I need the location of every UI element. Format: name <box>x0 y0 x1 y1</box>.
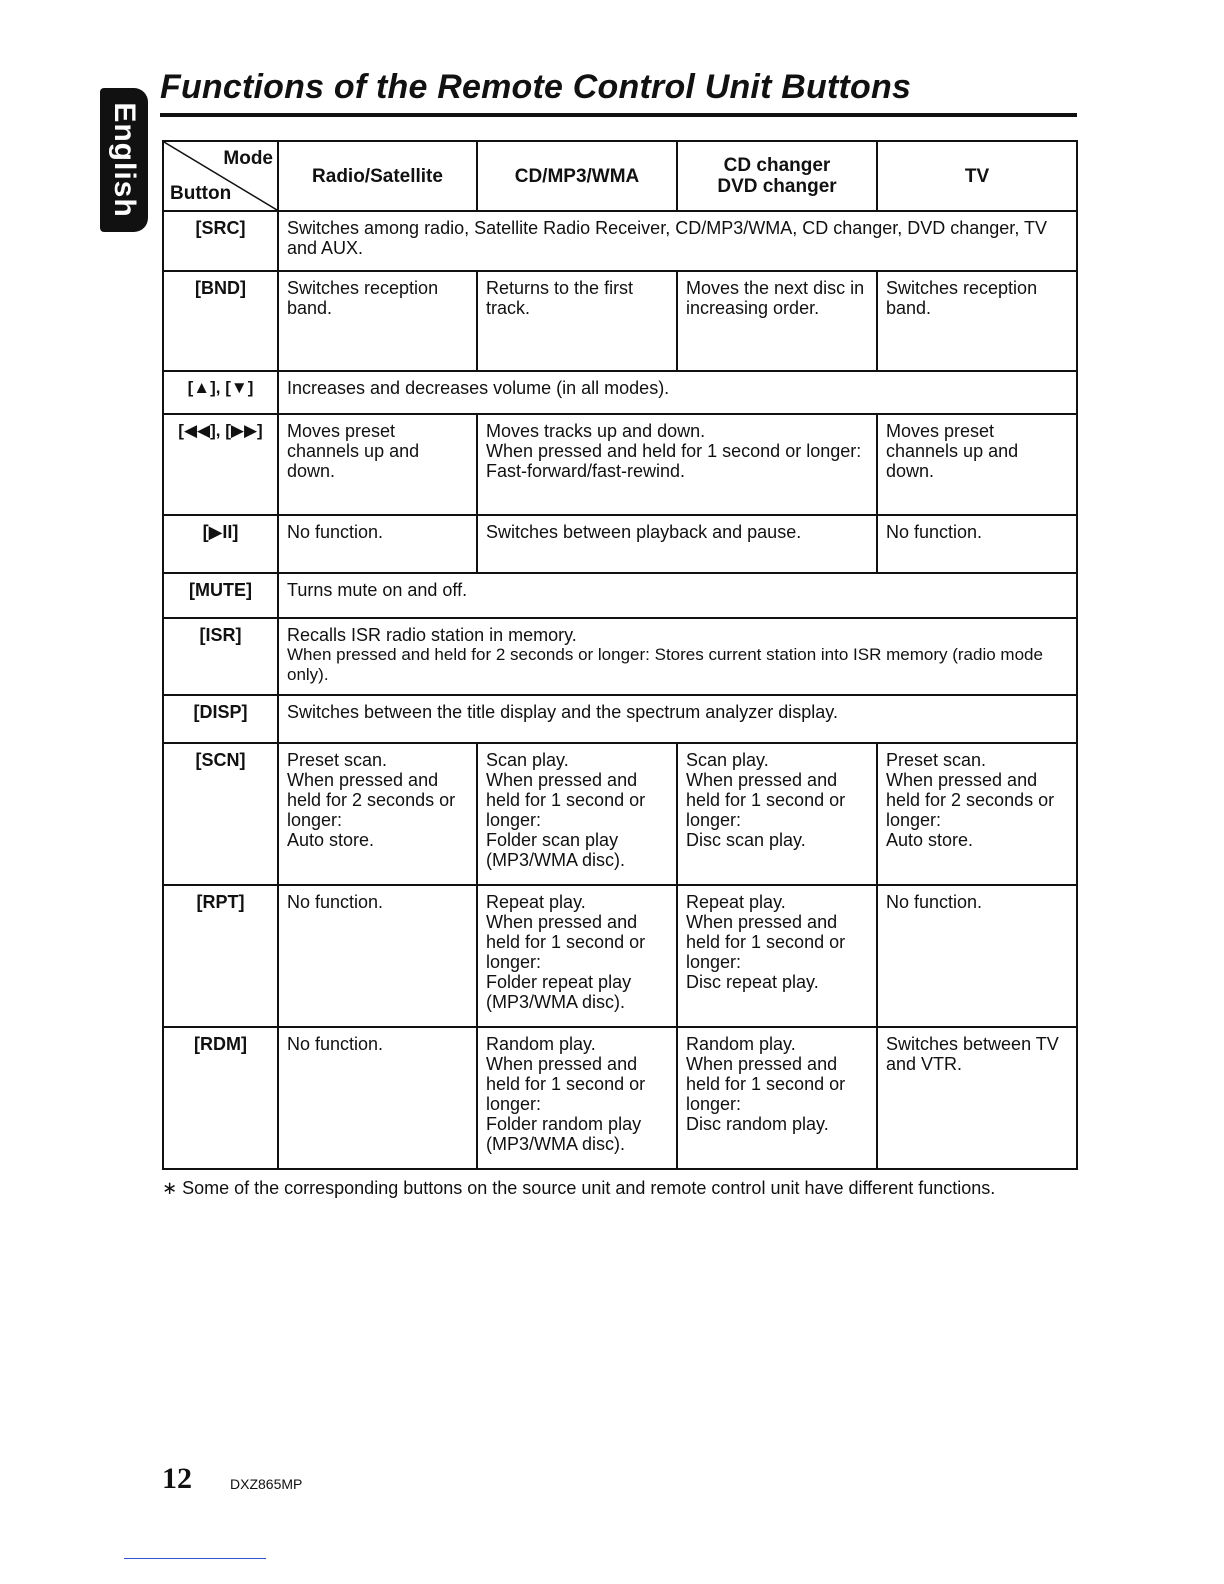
isr-line-2: When pressed and held for 2 seconds or longer: Stores current station into ISR memory (radio mode only). <box>287 645 1043 684</box>
vol-all: Increases and decreases volume (in all modes). <box>278 371 1077 414</box>
skip-cd-changer: Moves tracks up and down. When pressed and held for 1 second or longer: Fast-forward/fast-rewind. <box>477 414 877 515</box>
scn-tv: Preset scan. When pressed and held for 2 seconds or longer: Auto store. <box>877 743 1077 885</box>
skip-tv: Moves preset channels up and down. <box>877 414 1077 515</box>
language-tab <box>100 88 148 232</box>
header-radio: Radio/Satellite <box>278 141 477 211</box>
scn-changer: Scan play. When pressed and held for 1 second or longer: Disc scan play. <box>677 743 877 885</box>
functions-table <box>162 140 1078 1170</box>
button-volume: [▲], [▼] <box>163 371 278 414</box>
rpt-radio: No function. <box>278 885 477 1027</box>
table-row <box>163 618 1077 695</box>
mute-all: Turns mute on and off. <box>278 573 1077 618</box>
table-row <box>163 414 1077 515</box>
rdm-cd: Random play. When pressed and held for 1 second or longer: Folder random play (MP3/WMA disc). <box>477 1027 677 1169</box>
bnd-changer: Moves the next disc in increasing order. <box>677 271 877 371</box>
page-title: Functions of the Remote Control Unit Buttons <box>160 68 912 106</box>
button-play-pause: [▶II] <box>163 515 278 573</box>
corner-button-label: Button <box>170 183 232 204</box>
button-mute: [MUTE] <box>163 573 278 618</box>
table-row <box>163 371 1077 414</box>
rdm-changer: Random play. When pressed and held for 1 second or longer: Disc random play. <box>677 1027 877 1169</box>
button-rpt: [RPT] <box>163 885 278 1027</box>
rpt-changer: Repeat play. When pressed and held for 1 second or longer: Disc repeat play. <box>677 885 877 1027</box>
bnd-tv: Switches reception band. <box>877 271 1077 371</box>
corner-header <box>163 141 278 211</box>
disp-all: Switches between the title display and the spectrum analyzer display. <box>278 695 1077 743</box>
footnote: ∗ Some of the corresponding buttons on the source unit and remote control unit have different functions. <box>162 1178 996 1198</box>
table-row <box>163 271 1077 371</box>
button-skip: [◀◀], [▶▶] <box>163 414 278 515</box>
play-tv: No function. <box>877 515 1077 573</box>
language-tab-label: English <box>108 102 141 218</box>
skip-radio: Moves preset channels up and down. <box>278 414 477 515</box>
table-row <box>163 885 1077 1027</box>
button-src: [SRC] <box>163 211 278 271</box>
scn-cd: Scan play. When pressed and held for 1 second or longer: Folder scan play (MP3/WMA disc). <box>477 743 677 885</box>
button-scn: [SCN] <box>163 743 278 885</box>
isr-line-1: Recalls ISR radio station in memory. <box>287 625 577 645</box>
header-cd: CD/MP3/WMA <box>477 141 677 211</box>
rdm-tv: Switches between TV and VTR. <box>877 1027 1077 1169</box>
model-name: DXZ865MP <box>230 1476 303 1492</box>
isr-all <box>278 618 1077 695</box>
table-row <box>163 695 1077 743</box>
button-rdm: [RDM] <box>163 1027 278 1169</box>
header-tv: TV <box>877 141 1077 211</box>
src-all: Switches among radio, Satellite Radio Receiver, CD/MP3/WMA, CD changer, DVD changer, TV and AUX. <box>278 211 1077 271</box>
button-bnd: [BND] <box>163 271 278 371</box>
title-rule <box>160 113 1077 117</box>
button-disp: [DISP] <box>163 695 278 743</box>
button-isr: [ISR] <box>163 618 278 695</box>
rpt-tv: No function. <box>877 885 1077 1027</box>
table-row <box>163 573 1077 618</box>
table-row <box>163 515 1077 573</box>
corner-mode-label: Mode <box>223 148 273 169</box>
table-row <box>163 743 1077 885</box>
table-row <box>163 211 1077 271</box>
table-row <box>163 1027 1077 1169</box>
bnd-cd: Returns to the first track. <box>477 271 677 371</box>
rdm-radio: No function. <box>278 1027 477 1169</box>
play-radio: No function. <box>278 515 477 573</box>
bnd-radio: Switches reception band. <box>278 271 477 371</box>
header-changer: CD changer DVD changer <box>677 141 877 211</box>
play-cd-changer: Switches between playback and pause. <box>477 515 877 573</box>
scn-radio: Preset scan. When pressed and held for 2 seconds or longer: Auto store. <box>278 743 477 885</box>
rpt-cd: Repeat play. When pressed and held for 1 second or longer: Folder repeat play (MP3/WMA disc). <box>477 885 677 1027</box>
header-row <box>163 141 1077 211</box>
page-number: 12 <box>162 1462 192 1495</box>
bottom-rule <box>124 1558 266 1559</box>
